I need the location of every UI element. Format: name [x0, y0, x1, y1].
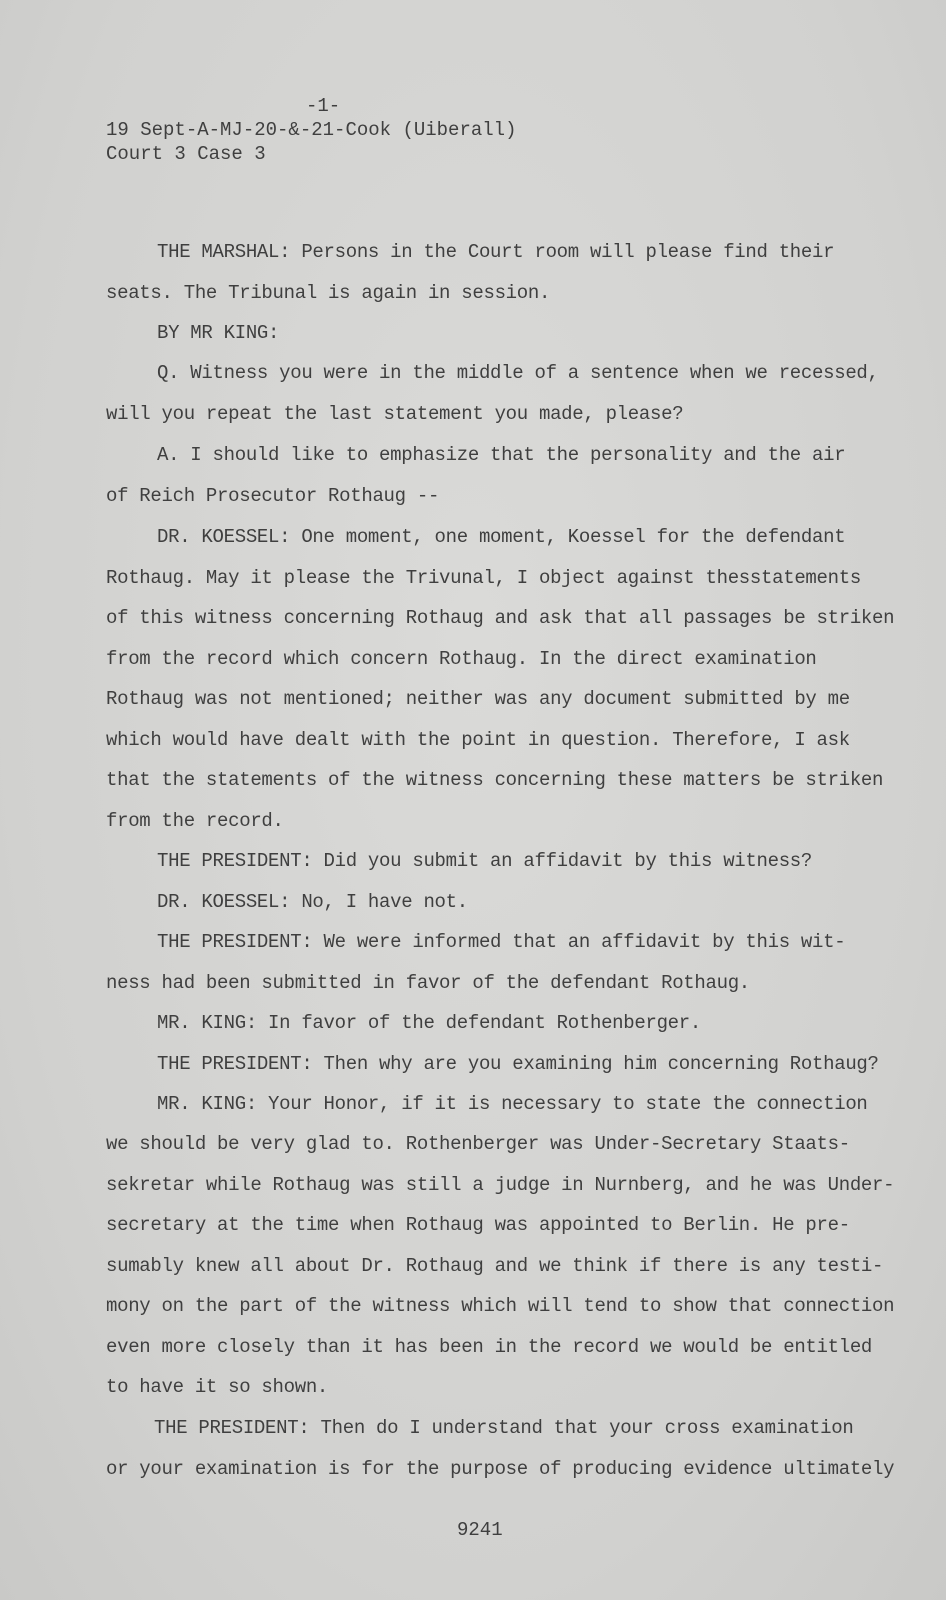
- transcript-line: A. I should like to emphasize that the personality and the air: [157, 444, 846, 466]
- transcript-line: MR. KING: In favor of the defendant Rothenberger.: [157, 1012, 701, 1034]
- transcript-line: THE PRESIDENT: Did you submit an affidavit by this witness?: [157, 850, 813, 872]
- transcript-line: mony on the part of the witness which will tend to show that connection: [106, 1295, 895, 1317]
- page-marker: -1-: [306, 95, 341, 117]
- transcript-line: BY MR KING:: [157, 322, 280, 344]
- transcript-line: THE MARSHAL: Persons in the Court room will please find their: [157, 241, 835, 263]
- transcript-line: from the record which concern Rothaug. In the direct examination: [106, 648, 817, 670]
- header-court-line: Court 3 Case 3: [106, 143, 266, 165]
- transcript-line: from the record.: [106, 810, 284, 832]
- transcript-line: DR. KOESSEL: One moment, one moment, Koessel for the defendant: [157, 526, 846, 548]
- transcript-line: seats. The Tribunal is again in session.: [106, 282, 551, 304]
- transcript-line: sekretar while Rothaug was still a judge in Nurnberg, and he was Under-: [106, 1174, 895, 1196]
- transcript-line: even more closely than it has been in the record we would be entitled: [106, 1336, 873, 1358]
- transcript-line: THE PRESIDENT: Then why are you examining him concerning Rothaug?: [157, 1053, 879, 1075]
- transcript-line: we should be very glad to. Rothenberger was Under-Secretary Staats-: [106, 1133, 850, 1155]
- transcript-line: to have it so shown.: [106, 1376, 329, 1398]
- transcript-line: THE PRESIDENT: We were informed that an affidavit by this wit-: [157, 931, 846, 953]
- transcript-line: that the statements of the witness concerning these matters be striken: [106, 769, 884, 791]
- transcript-line: Rothaug. May it please the Trivunal, I object against thesstatements: [106, 567, 861, 589]
- transcript-line: ness had been submitted in favor of the defendant Rothaug.: [106, 972, 750, 994]
- transcript-line: of Reich Prosecutor Rothaug --: [106, 485, 440, 507]
- transcript-line: of this witness concerning Rothaug and ask that all passages be striken: [106, 607, 895, 629]
- transcript-line: sumably knew all about Dr. Rothaug and we think if there is any testi-: [106, 1255, 884, 1277]
- transcript-line: which would have dealt with the point in question. Therefore, I ask: [106, 729, 850, 751]
- transcript-line: secretary at the time when Rothaug was appointed to Berlin. He pre-: [106, 1214, 850, 1236]
- transcript-line: MR. KING: Your Honor, if it is necessary to state the connection: [157, 1093, 868, 1115]
- transcript-line: Rothaug was not mentioned; neither was any document submitted by me: [106, 688, 850, 710]
- transcript-line: Q. Witness you were in the middle of a sentence when we recessed,: [157, 362, 879, 384]
- transcript-line: or your examination is for the purpose of producing evidence ultimately: [106, 1458, 895, 1480]
- header-reference-line: 19 Sept-A-MJ-20-&-21-Cook (Uiberall): [106, 119, 517, 141]
- transcript-line: will you repeat the last statement you made, please?: [106, 403, 684, 425]
- transcript-line: THE PRESIDENT: Then do I understand that your cross examination: [154, 1417, 854, 1439]
- page-footer-number: 9241: [457, 1519, 503, 1541]
- transcript-line: DR. KOESSEL: No, I have not.: [157, 891, 468, 913]
